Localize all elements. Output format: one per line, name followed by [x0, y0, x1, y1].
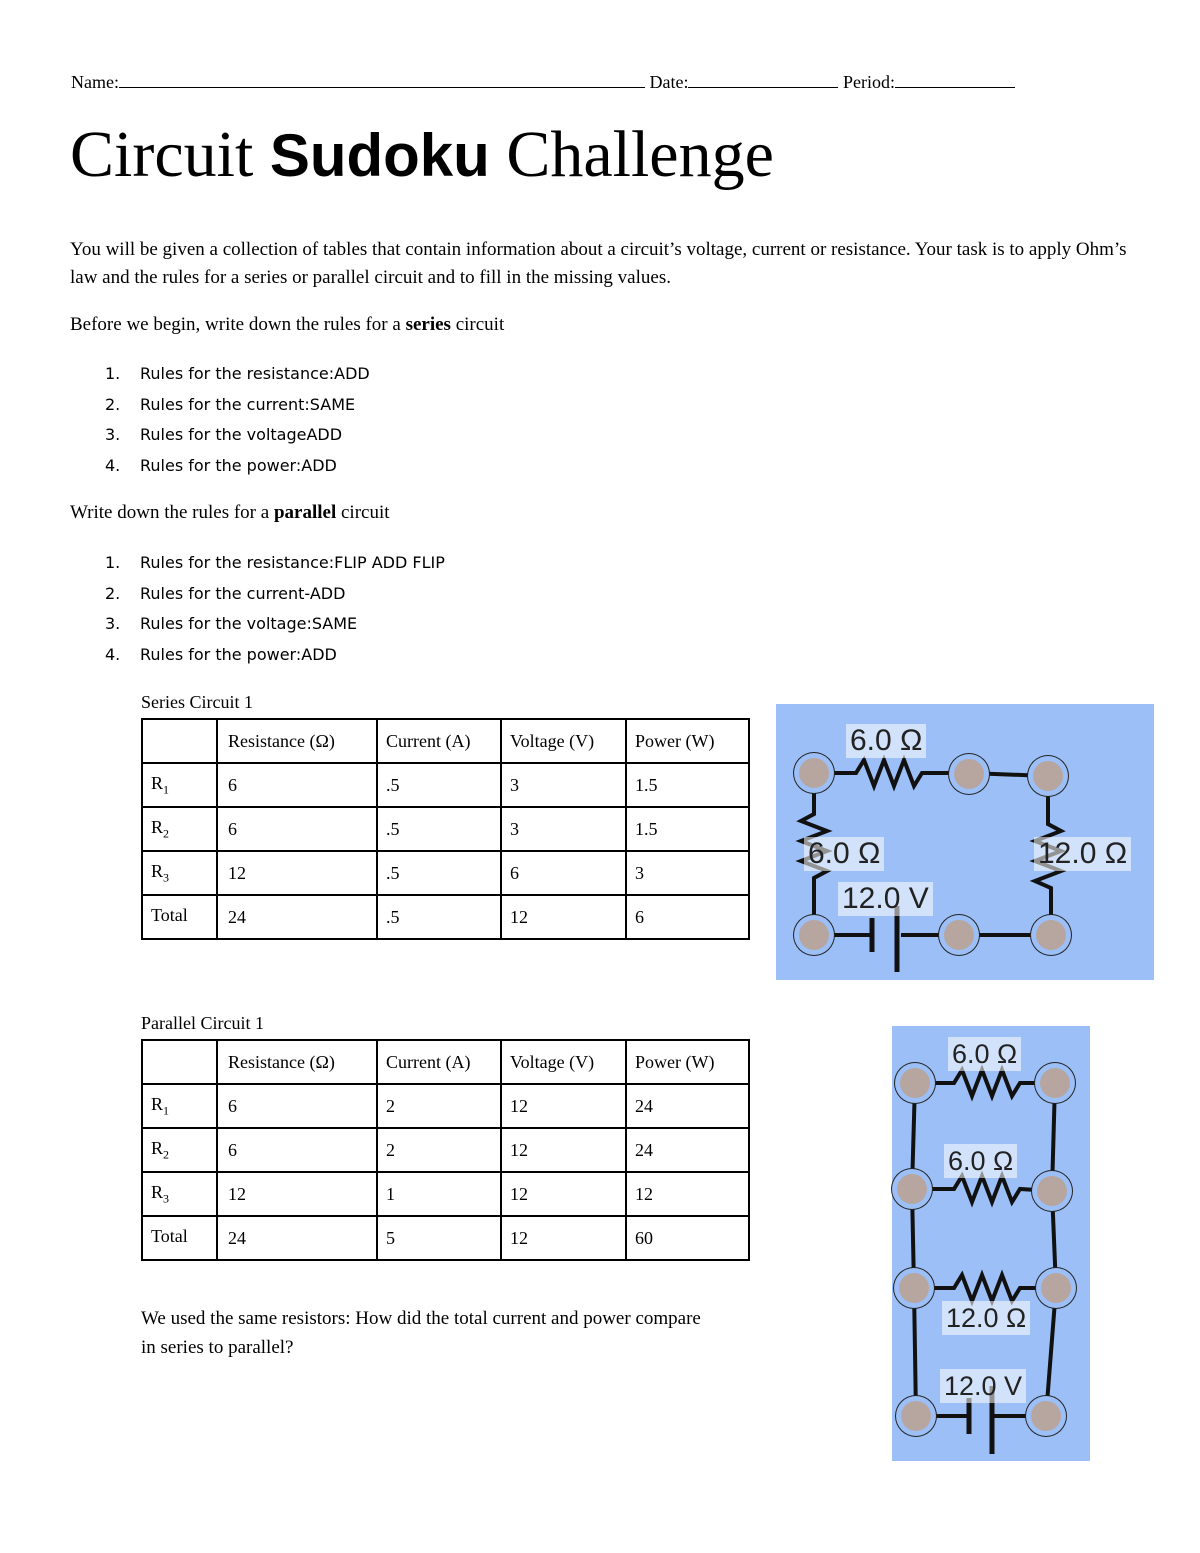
table-header-row	[142, 1040, 749, 1084]
table-cell[interactable]: 6	[501, 851, 626, 895]
list-item	[105, 420, 370, 451]
table-row	[142, 851, 749, 895]
table-header-cell: Current (A)	[377, 1040, 501, 1084]
table-header-cell	[142, 719, 217, 763]
series-prompt-tail: circuit	[450, 314, 505, 335]
series-prompt	[70, 314, 504, 336]
resistor-label: 12.0 Ω	[942, 1301, 1030, 1335]
series-circuit-diagram	[776, 704, 1154, 980]
list-item	[105, 451, 370, 482]
name-label: Name:	[71, 72, 119, 92]
circuit-node[interactable]	[1033, 761, 1063, 791]
row-label: $R_2$	[142, 1128, 217, 1172]
date-field[interactable]	[688, 73, 838, 88]
table-cell[interactable]: 12	[501, 1084, 626, 1128]
table-cell[interactable]: 3	[501, 763, 626, 807]
table-cell[interactable]: 6	[217, 1128, 377, 1172]
circuit-node[interactable]	[944, 920, 974, 950]
series-rules-list	[105, 359, 370, 481]
circuit-node[interactable]	[1037, 1176, 1067, 1206]
row-label: Total	[142, 1216, 217, 1260]
parallel-prompt-bold: parallel	[273, 502, 337, 523]
table-cell[interactable]: 24	[217, 1216, 377, 1260]
parallel-table	[141, 1039, 750, 1261]
list-number: 2.	[105, 394, 121, 414]
question-line-1: We used the same resistors: How did the total current and power compare	[141, 1308, 701, 1329]
circuit-node[interactable]	[1041, 1273, 1071, 1303]
list-item	[105, 609, 445, 640]
table-row	[142, 895, 749, 939]
table-row	[142, 807, 749, 851]
rule-text: Rules for the power:ADD	[140, 644, 337, 664]
series-table	[141, 718, 750, 940]
name-field[interactable]	[119, 73, 645, 88]
table-cell[interactable]: 12	[501, 1128, 626, 1172]
series-table-caption: Series Circuit 1	[141, 692, 253, 712]
table-cell[interactable]: 6	[626, 895, 749, 939]
row-label: $R_2$	[142, 807, 217, 851]
table-cell[interactable]: 24	[626, 1084, 749, 1128]
list-number: 4.	[105, 455, 121, 475]
rule-text: Rules for the power:ADD	[140, 455, 337, 475]
battery-label: 12.0 V	[838, 882, 933, 916]
table-header-cell: Resistance (Ω)	[217, 1040, 377, 1084]
circuit-node[interactable]	[1040, 1068, 1070, 1098]
header-line	[71, 72, 1015, 93]
list-item	[105, 359, 370, 390]
rule-text: Rules for the voltageADD	[140, 425, 343, 444]
list-item	[105, 640, 445, 671]
date-label: Date:	[649, 72, 689, 92]
series-prompt-bold: series	[405, 314, 451, 335]
circuit-node[interactable]	[899, 1273, 929, 1303]
title-part-1: Circuit	[70, 118, 270, 191]
table-cell[interactable]: 12	[501, 1216, 626, 1260]
table-cell[interactable]: 12	[217, 851, 377, 895]
row-label: $R_3$	[142, 851, 217, 895]
table-cell[interactable]: 2	[377, 1128, 501, 1172]
circuit-node[interactable]	[799, 920, 829, 950]
rule-text: Rules for the current:SAME	[140, 394, 356, 414]
table-cell[interactable]: .5	[377, 807, 501, 851]
parallel-prompt-tail: circuit	[336, 502, 390, 523]
parallel-prompt	[70, 502, 390, 524]
table-cell[interactable]: 12	[501, 1172, 626, 1216]
table-cell[interactable]: 12	[217, 1172, 377, 1216]
table-header-cell	[142, 1040, 217, 1084]
table-cell[interactable]: 6	[217, 807, 377, 851]
circuit-node[interactable]	[1036, 920, 1066, 950]
table-header-row	[142, 719, 749, 763]
table-cell[interactable]: .5	[377, 763, 501, 807]
table-cell[interactable]: 1	[377, 1172, 501, 1216]
table-row	[142, 1128, 749, 1172]
table-cell[interactable]: 2	[377, 1084, 501, 1128]
rule-text: Rules for the voltage:SAME	[140, 614, 358, 633]
title-part-2: Sudoku	[269, 122, 490, 189]
table-cell[interactable]: 12	[626, 1172, 749, 1216]
rule-text: Rules for the resistance:ADD	[140, 364, 370, 383]
list-item	[105, 548, 445, 579]
battery-label: 12.0 V	[940, 1369, 1026, 1403]
table-cell[interactable]: 3	[501, 807, 626, 851]
table-cell[interactable]: 5	[377, 1216, 501, 1260]
circuit-node[interactable]	[897, 1174, 927, 1204]
resistor-label: 6.0 Ω	[944, 1144, 1017, 1178]
table-row	[142, 763, 749, 807]
resistor-label: 6.0 Ω	[804, 837, 884, 871]
rule-text: Rules for the current-ADD	[140, 583, 346, 603]
row-label: Total	[142, 895, 217, 939]
list-number: 2.	[105, 583, 121, 603]
table-header-cell: Resistance (Ω)	[217, 719, 377, 763]
table-cell[interactable]: 6	[217, 763, 377, 807]
table-cell[interactable]: .5	[377, 851, 501, 895]
circuit-node[interactable]	[900, 1068, 930, 1098]
circuit-node[interactable]	[799, 758, 829, 788]
period-field[interactable]	[895, 73, 1015, 88]
table-header-cell: Voltage (V)	[501, 719, 626, 763]
list-number: 4.	[105, 644, 121, 664]
list-item	[105, 390, 370, 421]
list-item	[105, 579, 445, 610]
table-cell[interactable]: .5	[377, 895, 501, 939]
table-cell[interactable]: 24	[217, 895, 377, 939]
list-number: 1.	[105, 553, 121, 572]
parallel-prompt-text: Write down the rules for a	[70, 502, 274, 523]
resistor-label: 12.0 Ω	[1034, 837, 1131, 871]
table-header-cell: Power (W)	[626, 719, 749, 763]
list-number: 1.	[105, 364, 121, 383]
parallel-rules-list	[105, 548, 445, 670]
table-row	[142, 1084, 749, 1128]
table-row	[142, 1216, 749, 1260]
list-number: 3.	[105, 614, 121, 633]
table-cell[interactable]: 24	[626, 1128, 749, 1172]
resistor-label: 6.0 Ω	[948, 1037, 1021, 1071]
table-cell[interactable]: 3	[626, 851, 749, 895]
circuit-node[interactable]	[1031, 1401, 1061, 1431]
parallel-circuit-diagram	[892, 1026, 1090, 1461]
table-header-cell: Power (W)	[626, 1040, 749, 1084]
list-number: 3.	[105, 425, 121, 444]
title-part-3: Challenge	[489, 118, 774, 191]
rule-text: Rules for the resistance:FLIP ADD FLIP	[140, 553, 445, 572]
resistor-label: 6.0 Ω	[846, 724, 926, 758]
table-cell[interactable]: 1.5	[626, 763, 749, 807]
page-title	[70, 118, 774, 191]
row-label: $R_3$	[142, 1172, 217, 1216]
intro-paragraph: You will be given a collection of tables that contain information about a circuit’s voltage, current or resistance. Your task is to apply Ohm’s law and the rules for a series or parallel circuit and to fill in the missing values.	[70, 239, 1127, 288]
parallel-table-caption: Parallel Circuit 1	[141, 1013, 264, 1033]
table-header-cell: Voltage (V)	[501, 1040, 626, 1084]
comparison-question	[141, 1304, 701, 1362]
series-prompt-text: Before we begin, write down the rules for a	[70, 314, 406, 335]
table-row	[142, 1172, 749, 1216]
table-cell[interactable]: 6	[217, 1084, 377, 1128]
question-line-2: in series to parallel?	[141, 1337, 294, 1358]
row-label: $R_1$	[142, 763, 217, 807]
table-header-cell: Current (A)	[377, 719, 501, 763]
table-cell[interactable]: 1.5	[626, 807, 749, 851]
period-label: Period:	[842, 72, 895, 92]
table-cell[interactable]: 12	[501, 895, 626, 939]
table-cell[interactable]: 60	[626, 1216, 749, 1260]
row-label: $R_1$	[142, 1084, 217, 1128]
circuit-node[interactable]	[954, 759, 984, 789]
circuit-node[interactable]	[901, 1401, 931, 1431]
